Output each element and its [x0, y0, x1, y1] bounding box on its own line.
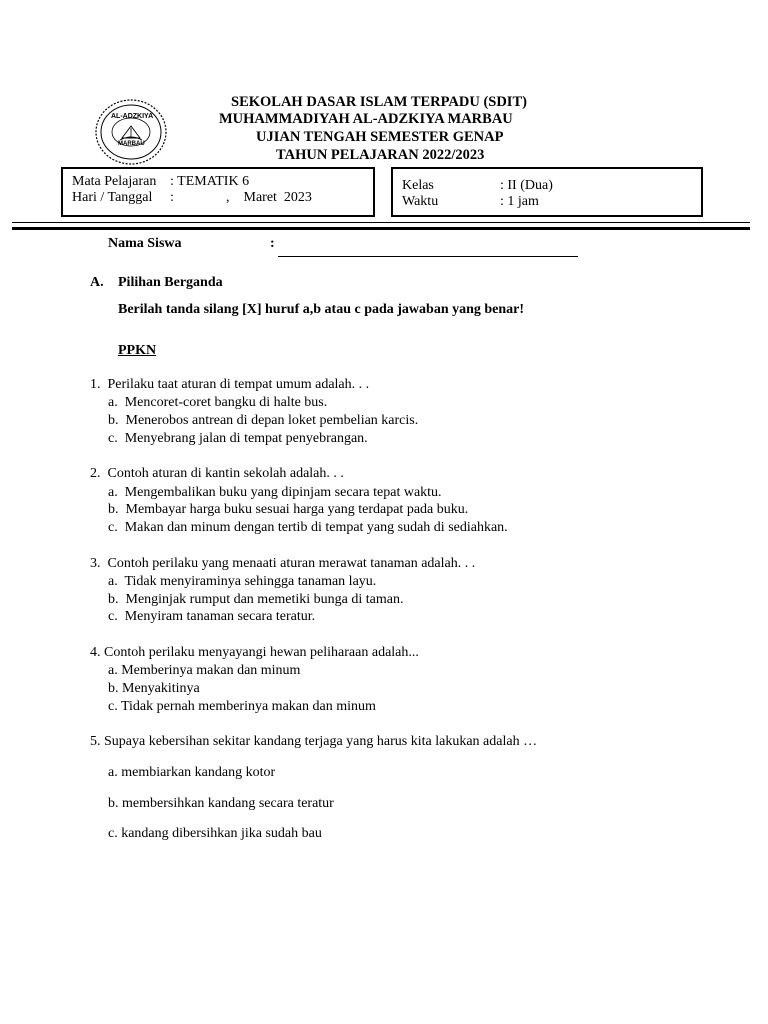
date-label: Hari / Tanggal — [72, 190, 153, 205]
question-5-option-a[interactable]: a. membiarkan kandang kotor — [108, 765, 276, 780]
question-5-option-b[interactable]: b. membersihkan kandang secara teratur — [108, 796, 334, 811]
school-year: TAHUN PELAJARAN 2022/2023 — [276, 147, 485, 163]
logo-top-text: AL-ADZKIYA — [111, 113, 154, 120]
question-2: 2. Contoh aturan di kantin sekolah adalah. . . — [90, 466, 344, 481]
school-name: SEKOLAH DASAR ISLAM TERPADU (SDIT) — [231, 94, 527, 110]
question-1-option-b[interactable]: b. Menerobos antrean di depan loket pembelian karcis. — [108, 413, 419, 428]
section-letter: A. — [90, 275, 104, 290]
question-1-option-c[interactable]: c. Menyebrang jalan di tempat penyebrangan. — [108, 431, 368, 446]
section-title: Pilihan Berganda — [118, 275, 223, 290]
question-2-option-b[interactable]: b. Membayar harga buku sesuai harga yang terdapat pada buku. — [108, 502, 469, 517]
foundation-name: MUHAMMADIYAH AL-ADZKIYA MARBAU — [219, 111, 513, 127]
logo-bottom-text: MARBAU — [118, 141, 145, 147]
student-name-colon: : — [270, 236, 275, 251]
subject-info-box — [61, 167, 375, 217]
school-logo — [94, 98, 168, 166]
question-4-option-a[interactable]: a. Memberinya makan dan minum — [108, 663, 301, 678]
exam-title: UJIAN TENGAH SEMESTER GENAP — [256, 129, 504, 145]
question-3-option-a[interactable]: a. Tidak menyiraminya sehingga tanaman layu. — [108, 574, 377, 589]
subject-heading: PPKN — [118, 343, 157, 358]
section-instruction: Berilah tanda silang [X] huruf a,b atau c pada jawaban yang benar! — [118, 302, 525, 317]
question-5: 5. Supaya kebersihan sekitar kandang terjaga yang harus kita lakukan adalah … — [90, 734, 538, 749]
question-2-option-c[interactable]: c. Makan dan minum dengan tertib di tempat yang sudah di sediahkan. — [108, 520, 508, 535]
question-5-option-c[interactable]: c. kandang dibersihkan jika sudah bau — [108, 826, 322, 841]
question-2-option-a[interactable]: a. Mengembalikan buku yang dipinjam secara tepat waktu. — [108, 485, 442, 500]
question-4: 4. Contoh perilaku menyayangi hewan peliharaan adalah... — [90, 645, 419, 660]
class-info-box — [391, 167, 703, 217]
header-divider-thin — [12, 222, 750, 223]
class-label: Kelas — [402, 178, 434, 193]
question-4-option-c[interactable]: c. Tidak pernah memberinya makan dan minum — [108, 699, 376, 714]
question-1: 1. Perilaku taat aturan di tempat umum adalah. . . — [90, 377, 370, 392]
subject-value: : TEMATIK 6 — [170, 174, 250, 189]
student-name-label: Nama Siswa — [108, 236, 182, 251]
time-value: : 1 jam — [500, 194, 539, 209]
header-divider-thick — [12, 227, 750, 230]
subject-label: Mata Pelajaran — [72, 174, 157, 189]
question-3-option-c[interactable]: c. Menyiram tanaman secara teratur. — [108, 609, 316, 624]
question-3-option-b[interactable]: b. Menginjak rumput dan memetiki bunga di taman. — [108, 592, 404, 607]
time-label: Waktu — [402, 194, 439, 209]
date-colon: : — [170, 190, 174, 205]
date-value: , Maret 2023 — [226, 190, 312, 205]
student-name-field[interactable] — [278, 256, 578, 257]
question-4-option-b[interactable]: b. Menyakitinya — [108, 681, 200, 696]
class-value: : II (Dua) — [500, 178, 553, 193]
question-1-option-a[interactable]: a. Mencoret-coret bangku di halte bus. — [108, 395, 328, 410]
question-3: 3. Contoh perilaku yang menaati aturan merawat tanaman adalah. . . — [90, 556, 476, 571]
